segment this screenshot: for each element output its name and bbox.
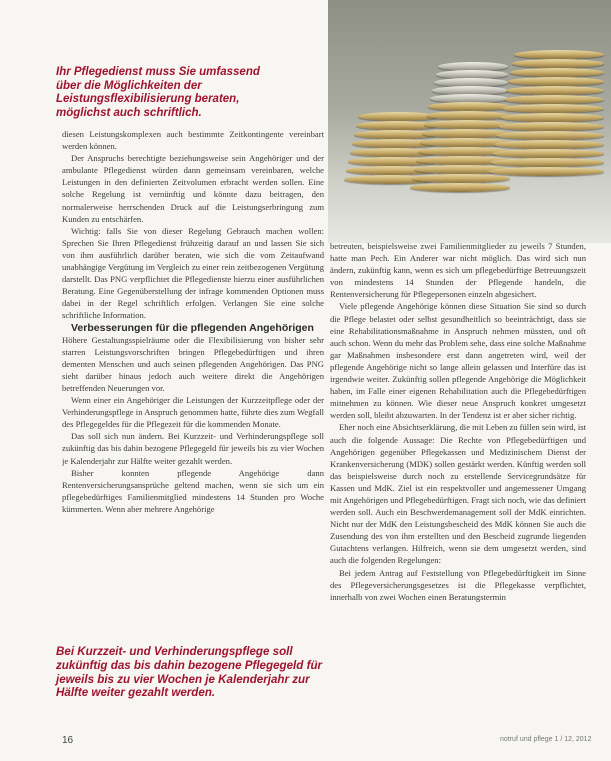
pull-quote-top: Ihr Pflegedienst muss Sie umfassend über die Möglichkeiten der Leistungsflexibilisierung beraten, möglichst auch schriftlich. xyxy=(56,66,260,119)
paragraph: Bisher konnten pflegende Angehörige dann Rentenversicherungsansprüche geltend machen, wenn sie sich um ein pflegebedürftiges Familienmitglied mindestens 14 Stunden pro Woche kümmerten. Wenn aber mehrere Angehörige xyxy=(62,467,324,514)
paragraph: Bei jedem Antrag auf Feststellung von Pflegebedürftigkeit im Sinne des Pflegeversicherungsgesetzes ist die Pflegekasse verpflichtet, innerhalb von zwei Wochen einen Beratungstermin xyxy=(330,567,586,602)
pull-quote-bottom: Bei Kurzzeit- und Verhinderungspflege soll zukünftig das bis dahin bezogene Pflegegeld für jeweils bis zu vier Wochen je Kalenderjahr zur Hälfte weiter gezahlt werden. xyxy=(56,645,323,700)
section-heading: Verbesserungen für die pflegenden Angehörigen xyxy=(71,321,314,334)
publication-footer: notruf und pflege 1 / 12, 2012 xyxy=(500,736,592,743)
paragraph: Viele pflegende Angehörige können diese Situation Sie sind so durch die Pflege belastet oder selbst gesundheitlich so beeinträchtigt, dass sie eine Rehabilitationsmaßnahme in Anspruch nehmen müssten, und oft auch schon. Wenn du mehr das Problem sehe, dass eine solche Maßnahme gar Maßnahmen insbesondere erst dann angetreten wird, weil der pflegende Angehörige nicht so lange allein gelassen und Interfüre das ist irgendwie weiter. Zukünftig sollen pflegende Angehörige die Möglichkeit haben, im Falle einer eigenen Rehabilitation auch die Pflegebedürftigen mitnehmen zu können. Wie dieser neue Anspruch konkret umgesetzt werden soll, bleibt abzuwarten. In der Tendenz ist er aber sicher richtig. xyxy=(330,301,586,421)
page-number: 16 xyxy=(62,735,74,746)
paragraph: Höhere Gestaltungsspielräume oder die Flexibilisierung von bisher sehr starren Leistungsvorschriften bringen Pflegebedürftigen und ihren dementen Menschen und auch seinen pflegenden Angehörigen. Das PNG sieht darüber hinaus jedoch auch weitere direkt die Angehörigen betreffenden Neuerungen vor. xyxy=(62,334,324,393)
paragraph: Eher noch eine Absichtserklärung, die mit Leben zu füllen sein wird, ist auch die folgende Aussage: Die Rechte von Pflegebedürftigen und Angehörigen gegenüber Pflegekassen und Medizinischem Dienst der Krankenversicherung (MDK) sollen gestärkt werden. Künftig werden soll das beispielsweise durch noch zu erstellende Servicegrundsätze für Kassen und MdK. Ziel ist ein respektvoller und angemessener Umgang mit Angehörigen und Pflegebedürftigen. Fragt sich noch, wie das definiert werden soll. Auch ein Beschwerdemanagement soll der MdK einrichten. Nicht nur der MdK den Leistungsbescheid des MdK können Sie auch die Zusendung des von ihm erstellten und den Bescheid zugrunde liegenden Gutachtens verlangen. Hilfreich, wenn sie dem umgesetzt werden, sind auch die folgenden Regelungen: xyxy=(330,422,586,566)
coin-stacks-photo xyxy=(328,0,611,243)
paragraph: Wenn einer ein Angehöriger die Leistungen der Kurzzeitpflege oder der Verhinderungspflege in Anspruch genommen hatte, führte dies zum Wegfall des Pflegegeldes für die Pflegezeit für die kommenden Monate. xyxy=(62,395,324,430)
paragraph: Der Anspruchs berechtigte beziehungsweise sein Angehöriger und der ambulante Pflegedienst würden dann gemeinsam vereinbaren, welche Leistungen in den definierten Zeitvolumen erbracht werden sollen. Eine solche Regelung ist vernünftig und könnte dazu beitragen, den normalerweise herrschenden Druck auf die Leistungserbringung zum Kunden zu entschärfen. xyxy=(62,153,324,224)
paragraph: Wichtig: falls Sie von dieser Regelung Gebrauch machen wollen: Sprechen Sie Ihren Pflegedienst frühzeitig darauf an und lassen Sie sich von ihm ausführlich darüber beraten, wie sich die vom Zeitaufwand unabhängige Vergütung im Vergleich zu einer rein zeitbezogenen Vergütung darstellt. Das PNG verpflichtet die Pflegedienste hierzu einer ausführlichen Beratung. Eine Gegenüberstellung der infrage kommenden Optionen muss dabei in der Regel schriftlich erfolgen. Verlangen Sie eine solche schriftliche Information. xyxy=(62,225,324,321)
paragraph: betreuten, beispielsweise zwei Familienmitglieder zu jeweils 7 Stunden, hatte man Pech. Ein Anderer war nicht möglich. Das wird sich nun ändern, zukünftig kann, wenn es sich um pflegebedürftige Betreuungszeit von mindestens 14 Stunden der Pflegende handeln, die Rentenversicherung für Pflegepersonen einzeln abgesichert. xyxy=(330,241,586,300)
paragraph: diesen Leistungskomplexen auch bestimmte Zeitkontingente vereinbart werden können. xyxy=(62,129,324,152)
text-column-right xyxy=(330,240,586,732)
text-column-left xyxy=(62,128,324,636)
paragraph: Das soll sich nun ändern. Bei Kurzzeit- und Verhinderungspflege soll zukünftig das bis dahin bezogene Pflegegeld für jeweils bis zu vier Wochen je Kalenderjahr zur Hälfte weiter gezahlt werden. xyxy=(62,431,324,466)
